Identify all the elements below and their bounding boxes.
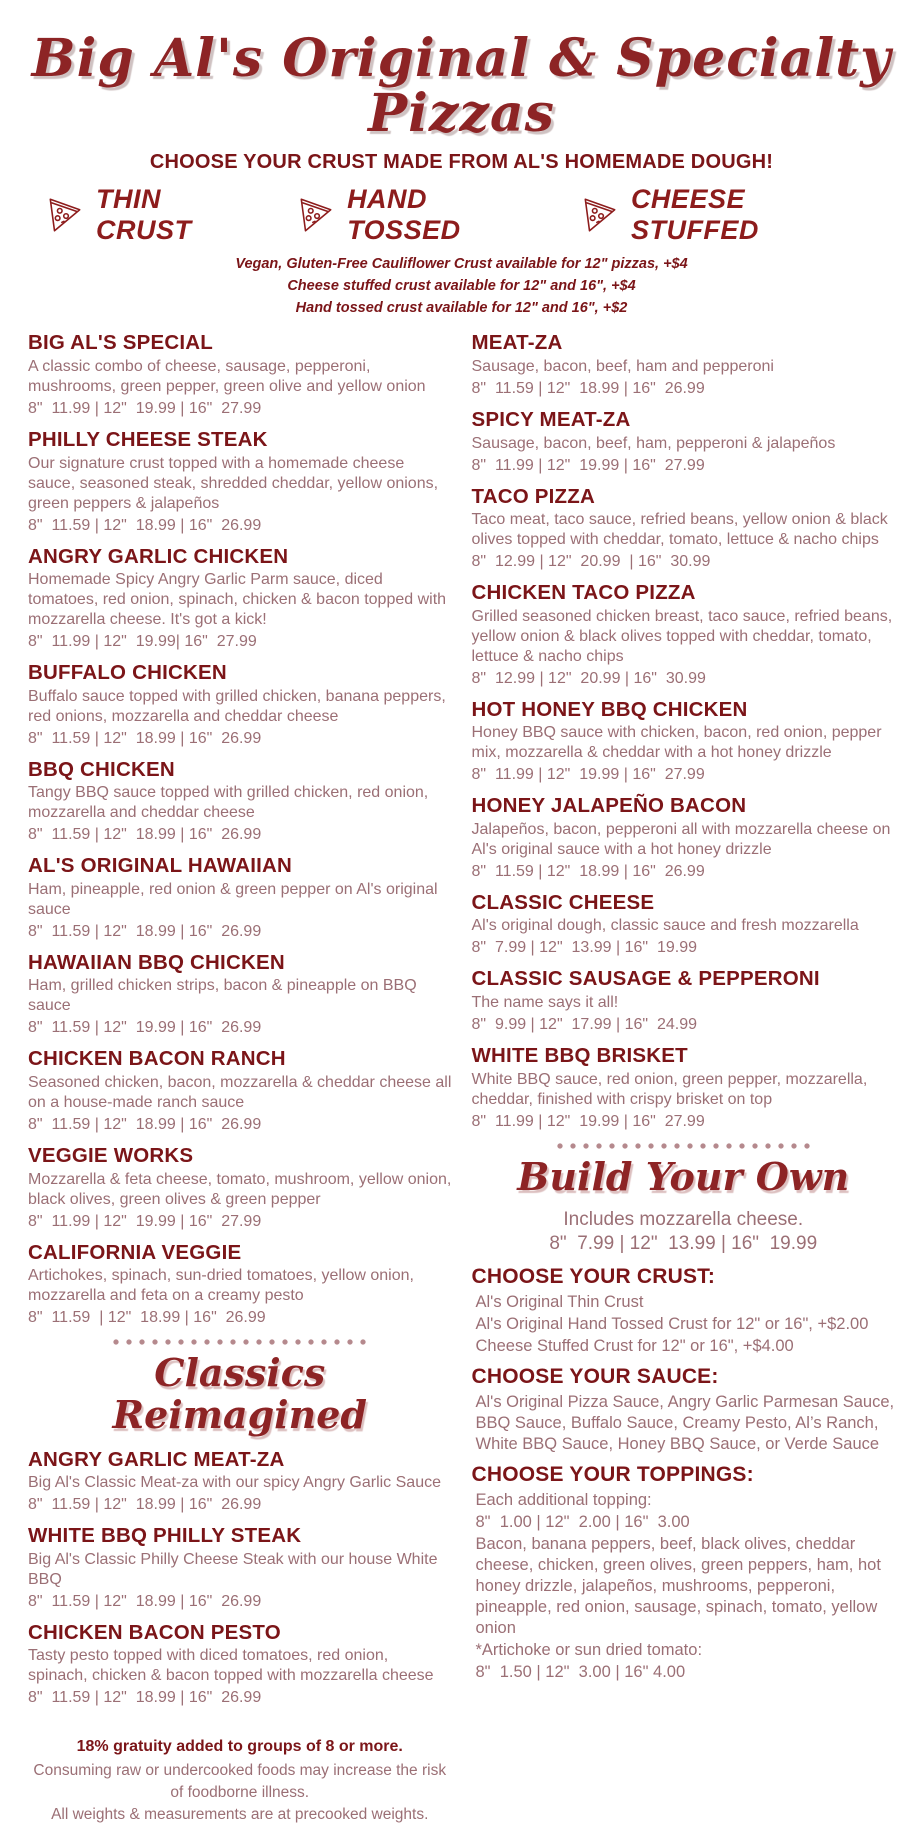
choose-crust-line: Al's Original Hand Tossed Crust for 12" or 16", +$2.00 <box>475 1315 869 1334</box>
crust-note-line: Hand tossed crust available for 12" and 16", +$2 <box>295 299 628 316</box>
classics-items <box>28 1448 452 1709</box>
menu-item-name: TACO PIZZA <box>471 484 595 508</box>
left-column <box>28 331 452 1825</box>
menu-item <box>28 1047 452 1135</box>
crust-note-line: Vegan, Gluten-Free Cauliflower Crust available for 12" pizzas, +$4 <box>235 256 688 273</box>
menu-item <box>28 758 452 846</box>
menu-item-prices: 8" 11.59 | 12" 18.99 | 16" 26.99 <box>28 1592 262 1610</box>
menu-item-name: MEAT-ZA <box>471 331 563 355</box>
build-includes-note: Includes mozzarella cheese. <box>563 1209 804 1231</box>
menu-item-name: CALIFORNIA VEGGIE <box>28 1240 242 1264</box>
menu-item-prices: 8" 11.99 | 12" 19.99 | 16" 27.99 <box>28 400 262 417</box>
menu-item-name: CHICKEN BACON RANCH <box>28 1047 286 1071</box>
menu-item-prices: 8" 7.99 | 12" 13.99 | 16" 19.99 <box>471 939 698 957</box>
build-your-own-title: Build Your Own <box>517 1153 850 1199</box>
pizza-slice-icon <box>295 196 337 234</box>
menu-item-prices: 8" 11.59 | 12" 18.99 | 16" 26.99 <box>471 862 705 880</box>
menu-item-prices: 8" 11.59 | 12" 18.99 | 16" 26.99 <box>28 729 262 747</box>
menu-item-prices: 8" 12.99 | 12" 20.99 | 16" 30.99 <box>471 669 706 687</box>
menu-item-prices: 8" 11.59 | 12" 18.99 | 16" 26.99 <box>28 1115 262 1133</box>
menu-footer <box>28 1738 452 1825</box>
menu-item-description: Al's original dough, classic sauce and fresh mozzarella <box>471 917 859 935</box>
dotted-divider <box>556 1142 811 1150</box>
menu-item-description: Honey BBQ sauce with chicken, bacon, red onion, pepper mix, mozzarella & cheddar with a hot honey drizzle <box>471 724 882 762</box>
menu-item-description: Mozzarella & feta cheese, tomato, mushroom, yellow onion, black olives, green olives & green pepper <box>28 1170 452 1208</box>
menu-item-prices: 8" 11.99 | 12" 19.99| 16" 27.99 <box>28 633 257 651</box>
gratuity-notice: 18% gratuity added to groups of 8 or more. <box>76 1738 403 1756</box>
crust-subtitle: CHOOSE YOUR CRUST MADE FROM AL'S HOMEMADE DOUGH! <box>149 151 774 174</box>
choose-crust-lines <box>472 1292 896 1357</box>
menu-item-name: CHICKEN BACON PESTO <box>28 1620 281 1644</box>
crust-option-label: THIN CRUST <box>96 184 192 246</box>
menu-item <box>472 408 896 476</box>
menu-item-description: Taco meat, taco sauce, refried beans, yellow onion & black olives topped with cheddar, tomato, lettuce & nacho chips <box>471 511 888 549</box>
right-column <box>471 331 899 1684</box>
menu-item-prices: 8" 11.99 | 12" 19.99 | 16" 27.99 <box>471 456 705 474</box>
menu-item-name: HOT HONEY BBQ CHICKEN <box>471 697 748 721</box>
page-title: Big Al's Original & Specialty Pizzas <box>31 28 892 144</box>
choose-crust-line: Al's Original Thin Crust <box>475 1293 644 1312</box>
choose-toppings-line: *Artichoke or sun dried tomato: <box>475 1641 703 1660</box>
choose-sauce-lines <box>472 1392 899 1455</box>
menu-item-description: Homemade Spicy Angry Garlic Parm sauce, diced tomatoes, red onion, spinach, chicken & bacon topped with mozzarella cheese. It's got a kick! <box>28 571 447 629</box>
crust-option <box>295 184 547 246</box>
choose-sauce-heading: CHOOSE YOUR SAUCE: <box>471 1365 719 1389</box>
menu-item-prices: 8" 12.99 | 12" 20.99 | 16" 30.99 <box>471 553 711 571</box>
choose-sauce-section <box>471 1365 899 1455</box>
menu-item-description: Sausage, bacon, beef, ham and pepperoni <box>471 358 774 375</box>
menu-item <box>472 485 896 573</box>
choose-toppings-lines <box>472 1490 896 1683</box>
menu-item-description: Sausage, bacon, beef, ham, pepperoni & jalapeños <box>471 434 836 452</box>
choose-crust-line: Cheese Stuffed Crust for 12" or 16", +$4.00 <box>475 1337 794 1356</box>
crust-option <box>44 184 263 246</box>
menu-item-prices: 8" 11.59 | 12" 18.99 | 16" 26.99 <box>28 922 262 940</box>
menu-item-description: The name says it all! <box>471 993 619 1011</box>
menu-item-prices: 8" 11.59 | 12" 18.99 | 16" 26.99 <box>28 1496 262 1514</box>
choose-sauce-line: Al's Original Pizza Sauce, Angry Garlic Parmesan Sauce, BBQ Sauce, Buffalo Sauce, Creamy Pesto, Al’s Ranch, White BBQ Sauce, Honey BBQ Sauce, or Verde Sauce <box>475 1393 899 1454</box>
weights-disclaimer: All weights & measurements are at precooked weights. <box>51 1805 429 1823</box>
crust-note-line: Cheese stuffed crust available for 12" and 16", +$4 <box>287 277 636 294</box>
menu-item-prices: 8" 11.59 | 12" 18.99 | 16" 26.99 <box>471 380 705 397</box>
menu-item-description: Ham, pineapple, red onion & green pepper on Al's original sauce <box>28 880 438 918</box>
choose-toppings-line: Bacon, banana peppers, beef, black olives, cheddar cheese, chicken, green olives, green peppers, ham, hot honey drizzle, jalapeños, mushrooms, pepperoni, pineapple, red onion, sausage, spinach, tomato, yellow onion <box>475 1535 886 1638</box>
menu-item-name: HONEY JALAPEÑO BACON <box>471 794 747 818</box>
menu-item <box>28 1448 452 1516</box>
menu-item-prices: 8" 11.99 | 12" 19.99 | 16" 27.99 <box>28 1212 262 1230</box>
menu-item-name: PHILLY CHEESE STEAK <box>28 428 268 451</box>
menu-item-name: WHITE BBQ PHILLY STEAK <box>28 1524 302 1548</box>
menu-item-description: Tasty pesto topped with diced tomatoes, red onion, spinach, chicken & bacon topped with mozzarella cheese <box>28 1647 434 1685</box>
menu-item <box>472 698 896 786</box>
menu-item-name: BIG AL'S SPECIAL <box>28 331 213 355</box>
menu-item-description: A classic combo of cheese, sausage, pepperoni, mushrooms, green pepper, green olive and yellow onion <box>28 358 426 395</box>
choose-crust-heading: CHOOSE YOUR CRUST: <box>471 1265 716 1289</box>
menu-item-prices: 8" 11.59 | 12" 18.99 | 16" 26.99 <box>28 826 262 844</box>
menu-columns <box>28 331 899 1825</box>
menu-item <box>28 545 452 653</box>
menu-item <box>472 891 896 959</box>
crust-option-label: HAND TOSSED <box>347 184 461 246</box>
menu-item-description: Big Al's Classic Meat-za with our spicy Angry Garlic Sauce <box>28 1474 441 1492</box>
menu-item-prices: 8" 9.99 | 12" 17.99 | 16" 24.99 <box>471 1015 698 1033</box>
choose-toppings-heading: CHOOSE YOUR TOPPINGS: <box>471 1463 754 1487</box>
menu-item <box>28 1241 452 1329</box>
choose-toppings-line: 8" 1.50 | 12" 3.00 | 16" 4.00 <box>475 1663 686 1682</box>
menu-item <box>28 428 452 536</box>
menu-item-name: CLASSIC SAUSAGE & PEPPERONI <box>471 967 820 991</box>
menu-item <box>472 794 896 882</box>
menu-item <box>472 1044 896 1132</box>
menu-item-name: HAWAIIAN BBQ CHICKEN <box>28 950 285 974</box>
menu-item <box>28 331 452 419</box>
choose-toppings-line: 8" 1.00 | 12" 2.00 | 16" 3.00 <box>475 1513 690 1532</box>
menu-item <box>28 1144 452 1232</box>
menu-item-prices: 8" 11.99 | 12" 19.99 | 16" 27.99 <box>471 766 705 784</box>
menu-item-description: Jalapeños, bacon, pepperoni all with mozzarella cheese on Al's original sauce with a hot honey drizzle <box>471 820 891 858</box>
dotted-divider <box>112 1338 367 1346</box>
choose-toppings-line: Each additional topping: <box>475 1491 652 1510</box>
pizza-slice-icon <box>44 196 86 234</box>
menu-item-name: AL'S ORIGINAL HAWAIIAN <box>28 854 293 878</box>
menu-item-description: Seasoned chicken, bacon, mozzarella & cheddar cheese all on a house-made ranch sauce <box>28 1073 452 1111</box>
menu-item-name: ANGRY GARLIC CHICKEN <box>28 544 289 568</box>
menu-item-prices: 8" 11.59 | 12" 18.99 | 16" 26.99 <box>28 1309 266 1327</box>
menu-item-description: Artichokes, spinach, sun-dried tomatoes, yellow onion, mozzarella and feta on a creamy pesto <box>28 1267 414 1305</box>
menu-item-description: Grilled seasoned chicken breast, taco sauce, refried beans, yellow onion & black olives topped with cheddar, tomato, lettuce & nacho chips <box>471 607 893 665</box>
menu-item-description: White BBQ sauce, red onion, green pepper, mozzarella, cheddar, finished with crispy brisket on top <box>471 1070 868 1108</box>
menu-item-description: Buffalo sauce topped with grilled chicken, banana peppers, red onions, mozzarella and cheddar cheese <box>28 687 446 725</box>
menu-item-name: WHITE BBQ BRISKET <box>471 1043 688 1067</box>
specialty-items-right <box>472 331 896 1131</box>
menu-item <box>28 951 452 1039</box>
menu-item-name: CLASSIC CHEESE <box>471 890 655 914</box>
menu-item-name: SPICY MEAT-ZA <box>471 408 631 431</box>
menu-item-description: Ham, grilled chicken strips, bacon & pineapple on BBQ sauce <box>28 977 417 1015</box>
raw-food-disclaimer: Consuming raw or undercooked foods may increase the risk of foodborne illness. <box>33 1762 447 1802</box>
specialty-items-left <box>28 331 452 1328</box>
menu-item-prices: 8" 11.59 | 12" 18.99 | 16" 26.99 <box>28 1689 262 1707</box>
menu-item <box>472 581 896 689</box>
menu-item <box>28 661 452 749</box>
menu-item-description: Tangy BBQ sauce topped with grilled chicken, red onion, mozzarella and cheddar cheese <box>28 784 429 822</box>
menu-item-prices: 8" 11.59 | 12" 18.99 | 16" 26.99 <box>28 516 262 534</box>
crust-options-row <box>28 184 895 246</box>
menu-item-name: ANGRY GARLIC MEAT-ZA <box>28 1447 285 1471</box>
menu-item-prices: 8" 11.59 | 12" 19.99 | 16" 26.99 <box>28 1019 262 1037</box>
menu-item-description: Our signature crust topped with a homemade cheese sauce, seasoned steak, shredded cheddar, yellow onions, green peppers & jalapeños <box>28 454 439 512</box>
menu-item <box>28 1524 452 1612</box>
menu-item-description: Big Al's Classic Philly Cheese Steak with our house White BBQ <box>28 1550 438 1588</box>
classics-section-title: Classics Reimagined <box>112 1350 367 1437</box>
menu-item <box>472 967 896 1035</box>
menu-item <box>472 331 896 399</box>
crust-option-label: CHEESE STUFFED <box>630 184 759 246</box>
build-base-prices: 8" 7.99 | 12" 13.99 | 16" 19.99 <box>549 1233 818 1255</box>
choose-toppings-section <box>472 1463 896 1683</box>
crust-notes <box>28 254 895 319</box>
menu-item-prices: 8" 11.99 | 12" 19.99 | 16" 27.99 <box>471 1112 705 1130</box>
menu-item-name: BBQ CHICKEN <box>28 757 175 781</box>
menu-item-name: BUFFALO CHICKEN <box>28 661 227 685</box>
choose-crust-section <box>472 1265 896 1357</box>
crust-option <box>579 184 879 246</box>
menu-item <box>28 854 452 942</box>
pizza-slice-icon <box>579 196 621 234</box>
menu-item-name: CHICKEN TACO PIZZA <box>471 581 696 605</box>
menu-item-name: VEGGIE WORKS <box>28 1143 194 1167</box>
menu-item <box>28 1621 452 1709</box>
